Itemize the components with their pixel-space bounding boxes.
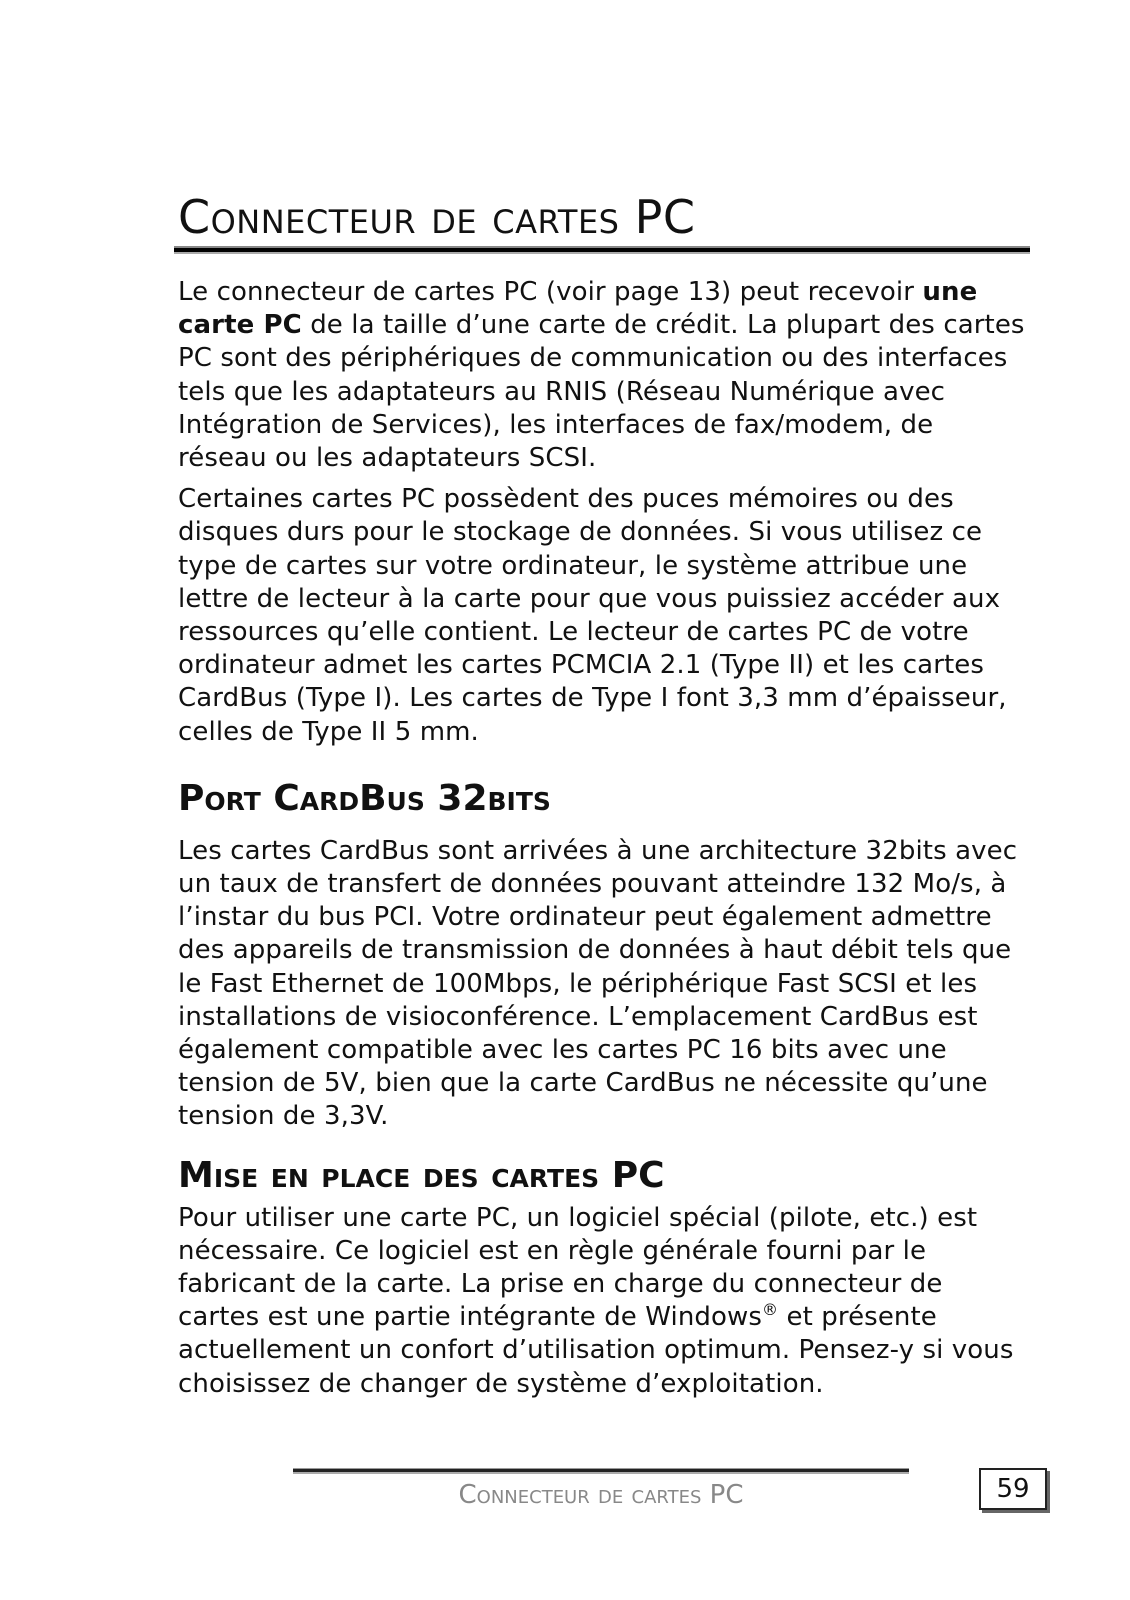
installation-text-end: et présente actuellement un confort d’utilisation optimum. Pensez-y si vous choisissez de changer de système d’exploitation. (178, 1302, 1014, 1399)
page-title: Connecteur de cartes PC (178, 190, 696, 244)
title-rule (174, 246, 1030, 254)
page-content (178, 190, 1026, 1409)
intro-paragraph (178, 276, 1026, 475)
footer-rule (293, 1468, 909, 1474)
intro-bold-text: une carte PC (178, 277, 978, 341)
storage-paragraph: Certaines cartes PC possèdent des puces mémoires ou des disques durs pour le stockage de données. Si vous utilisez ce type de cartes sur votre ordinateur, le système attribue une lettre de lecteur à la carte pour que vous puissiez accéder aux ressources qu’elle contient. Le lecteur de cartes PC de votre ordinateur admet les cartes PCMCIA 2.1 (Type II) et les cartes CardBus (Type I). Les cartes de Type I font 3,3 mm d’épaisseur, celles de Type II 5 mm. (178, 484, 1007, 747)
installation-text-start: Pour utiliser une carte PC, un logiciel spécial (pilote, etc.) est nécessaire. Ce logiciel est en règle générale fourni par le fabricant de la carte. La prise en charge du connecteur de cartes est une partie intégrante de Windows (178, 1202, 978, 1333)
installation-paragraph (178, 1202, 1026, 1401)
section-title-cardbus: Port CardBus 32bits (178, 777, 551, 819)
intro-text-start: Le connecteur de cartes PC (voir page 13) peut recevoir (178, 277, 923, 307)
cardbus-paragraph: Les cartes CardBus sont arrivées à une architecture 32bits avec un taux de transfert de données pouvant atteindre 132 Mo/s, à l’instar du bus PCI. Votre ordinateur peut également admettre des appareils de transmission de données à haut débit tels que le Fast Ethernet de 100Mbps, le périphérique Fast SCSI et les installations de visioconférence. L’emplacement CardBus est également compatible avec les cartes PC 16 bits avec une tension de 5V, bien que la carte CardBus ne nécessite qu’une tension de 3,3V. (178, 835, 1018, 1132)
section-title-installation: Mise en place des cartes PC (178, 1154, 665, 1196)
page-number-box: 59 (979, 1468, 1047, 1510)
intro-text-end: de la taille d’une carte de crédit. La plupart des cartes PC sont des périphériques de communication ou des interfaces tels que les adaptateurs au RNIS (Réseau Numérique avec Intégration de Services), les interfaces de fax/modem, de réseau ou les adaptateurs SCSI. (178, 310, 1025, 474)
footer-title: Connecteur de cartes PC (458, 1480, 744, 1510)
registered-mark: ® (762, 1300, 779, 1320)
